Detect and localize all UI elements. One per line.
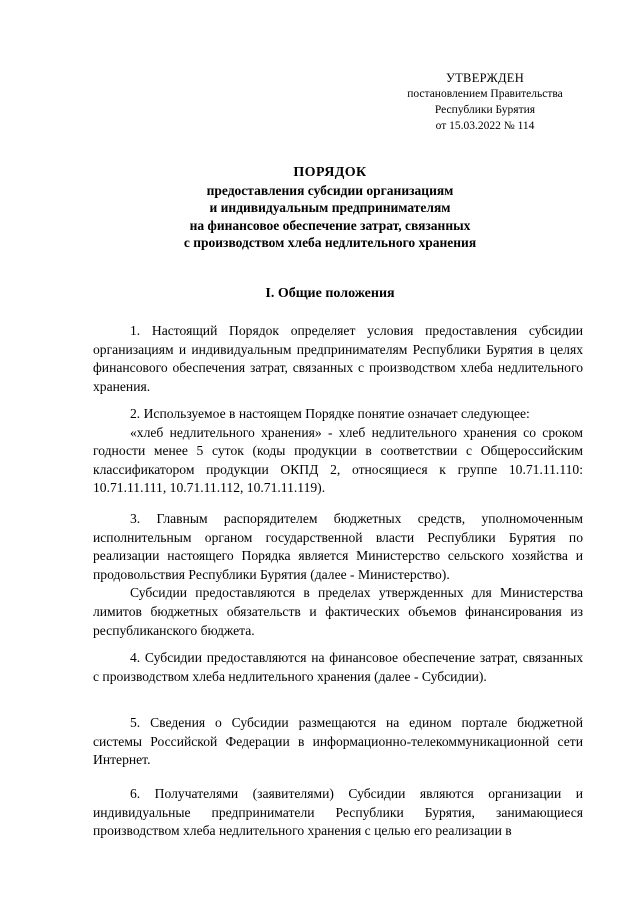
paragraph: «хлеб недлительного хранения» - хлеб недлительного хранения со сроком годности менее 5 суток (коды продукции в соответствии с Общероссийским классификатором продукции ОКПД 2, относящиеся к группе 10.71.11.110: 10.71.11.111, 10.71.11.112, 10.71.11.119). xyxy=(93,424,583,496)
paragraph-block xyxy=(93,785,583,841)
paragraph: 3. Главным распорядителем бюджетных средств, уполномоченным исполнительным органом государственной власти Республики Бурятия по реализации настоящего Порядка является Министерство сельского хозяйства и продовольствия Республики Бурятия (далее - Министерство). xyxy=(93,511,583,582)
document-title-line: на финансовое обеспечение затрат, связанных xyxy=(189,217,471,233)
section-heading: I. Общие положения xyxy=(265,286,395,301)
document-title-line: и индивидуальным предпринимателям xyxy=(209,200,451,215)
paragraph: 4. Субсидии предоставляются на финансовое обеспечение затрат, связанных с производством хлеба недлительного хранения (далее - Субсидии). xyxy=(93,650,583,684)
paragraph: 1. Настоящий Порядок определяет условия предоставления субсидии организациям и индивидуальным предпринимателям Республики Бурятия в целях финансового обеспечения затрат, связанных с производством хлеба недлительного хранения. xyxy=(93,323,583,394)
paragraph-block xyxy=(93,322,583,396)
approval-line: Республики Бурятия xyxy=(434,104,536,116)
paragraph: Субсидии предоставляются в пределах утвержденных для Министерства лимитов бюджетных обязательств и фактических объемов финансирования из республиканского бюджета. xyxy=(93,585,583,638)
paragraph-block xyxy=(93,649,583,686)
approval-heading: УТВЕРЖДЕН xyxy=(445,71,525,85)
document-title-main: ПОРЯДОК xyxy=(293,165,367,180)
document-title xyxy=(60,164,600,252)
paragraph: 2. Используемое в настоящем Порядке понятие означает следующее: xyxy=(130,406,530,421)
paragraph-block xyxy=(93,714,583,770)
approval-date-number: от 15.03.2022 № 114 xyxy=(435,120,535,132)
document-title-line: с производством хлеба недлительного хранения xyxy=(183,235,477,250)
paragraph-block xyxy=(93,510,583,640)
paragraph: 6. Получателями (заявителями) Субсидии являются организации и индивидуальные предприниматели Республики Бурятия, занимающиеся производством хлеба недлительного хранения с целью его реализации в xyxy=(93,786,583,839)
paragraph-block xyxy=(93,405,583,498)
approval-line: постановлением Правительства xyxy=(407,88,563,100)
paragraph: 5. Сведения о Субсидии размещаются на едином портале бюджетной системы Российской Федерации в информационно-телекоммуникационной сети Интернет. xyxy=(93,715,583,768)
document-title-line: предоставления субсидии организациям xyxy=(206,182,454,198)
approval-stamp xyxy=(380,70,590,134)
